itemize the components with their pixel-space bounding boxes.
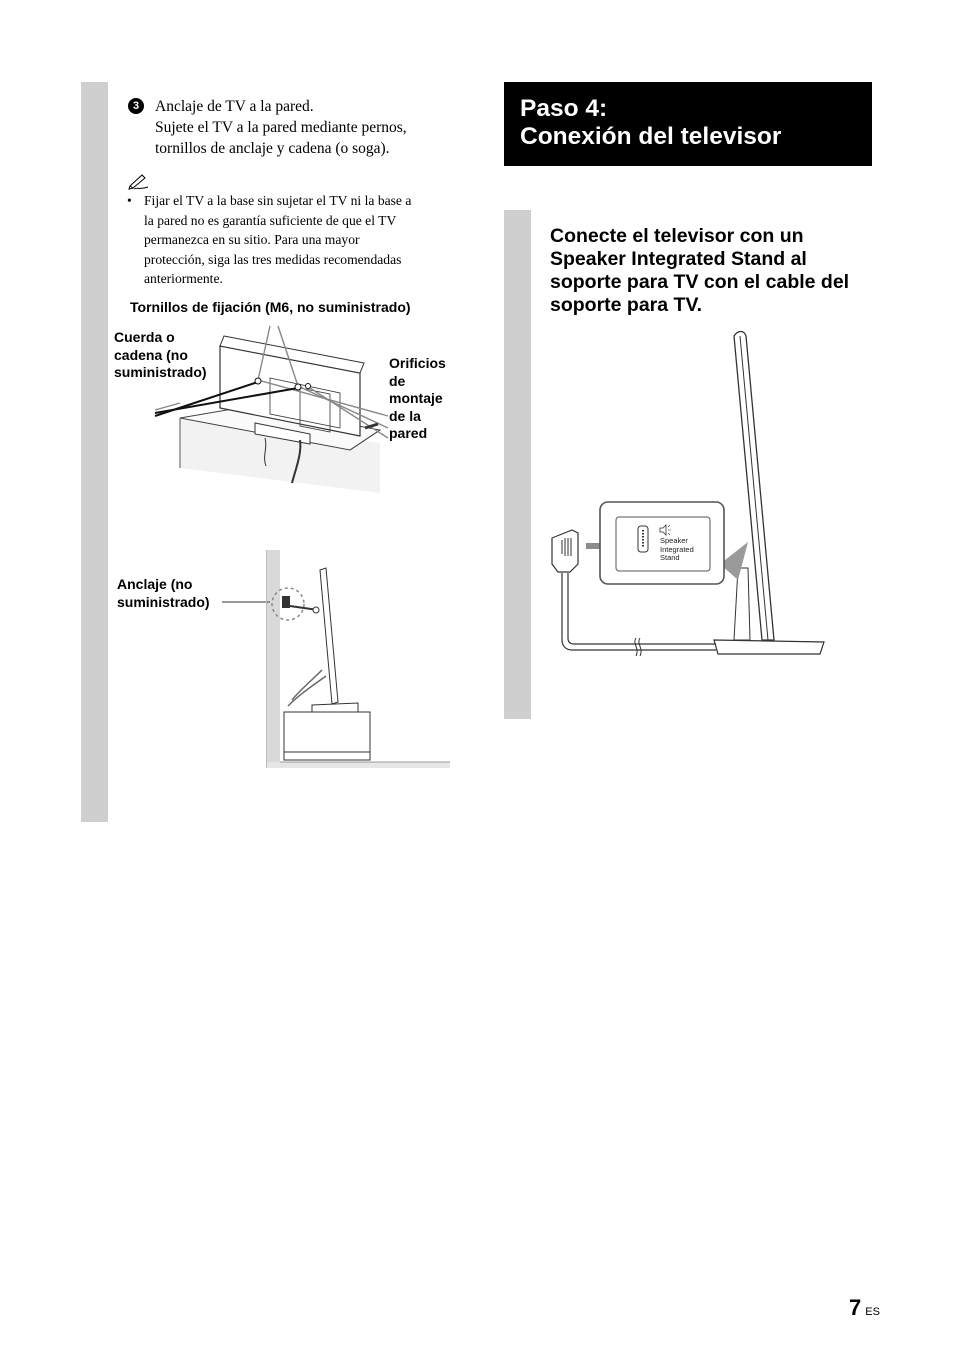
mounting-holes-label	[389, 355, 446, 443]
holes-label-line: pared	[389, 425, 428, 441]
holes-label-line: montaje	[389, 390, 443, 406]
tv-wall-anchor-side-illustration	[222, 550, 450, 772]
note-line: Fijar el TV a la base sin sujetar el TV ni la base a	[144, 193, 412, 208]
right-sidebar-bar	[504, 210, 531, 719]
left-sidebar-bar	[81, 82, 108, 822]
anchor-label-line: suministrado)	[117, 593, 210, 610]
section-title-line-1: Paso 4:	[520, 95, 608, 122]
holes-label-line: Orificios	[389, 355, 446, 371]
step-title: Anclaje de TV a la pared.	[155, 98, 314, 115]
note-line: protección, siga las tres medidas recomendadas	[144, 251, 402, 267]
rope-label-line: Cuerda o	[114, 329, 175, 345]
note-line: la pared no es garantía suficiente de que el TV	[144, 212, 397, 228]
note-text	[144, 191, 464, 289]
speaker-port-label	[660, 537, 694, 563]
rope-label-line: suministrado)	[114, 364, 207, 380]
port-label-line: Speaker	[660, 536, 688, 545]
note-bullet: •	[127, 193, 132, 208]
screws-label: Tornillos de fijación (M6, no suministrado)	[130, 299, 411, 315]
rope-label-line: cadena (no	[114, 346, 188, 363]
port-label-line: Integrated	[660, 544, 694, 554]
pencil-note-icon	[128, 172, 150, 190]
anchor-label-line: Anclaje (no	[117, 576, 193, 592]
tv-stand-connection-illustration	[548, 328, 828, 660]
page-language: ES	[865, 1306, 880, 1318]
step-heading	[550, 225, 880, 317]
port-label-line: Stand	[660, 553, 680, 562]
step-line-2: Sujete el TV a la pared mediante pernos,	[155, 119, 407, 136]
step-line-3: tornillos de anclaje y cadena (o soga).	[155, 140, 390, 157]
heading-line: soporte para TV.	[550, 294, 703, 316]
heading-line: Speaker Integrated Stand al	[550, 248, 807, 270]
step-number-badge: 3	[128, 98, 144, 114]
section-title-box	[504, 82, 872, 166]
page-number: 7	[849, 1295, 862, 1320]
holes-label-line: de	[389, 372, 406, 389]
holes-label-line: de la	[389, 407, 421, 424]
section-title-line-2: Conexión del televisor	[520, 123, 782, 150]
heading-line: Conecte el televisor con un	[550, 225, 804, 247]
note-line: anteriormente.	[144, 271, 223, 286]
step-instructions	[155, 96, 475, 159]
page-footer	[849, 1295, 880, 1321]
note-line: permanezca en su sitio. Para una mayor	[144, 232, 360, 247]
heading-line: soporte para TV con el cable del	[550, 271, 850, 293]
anchor-label	[117, 576, 210, 611]
tv-rear-anchoring-illustration	[150, 318, 390, 498]
